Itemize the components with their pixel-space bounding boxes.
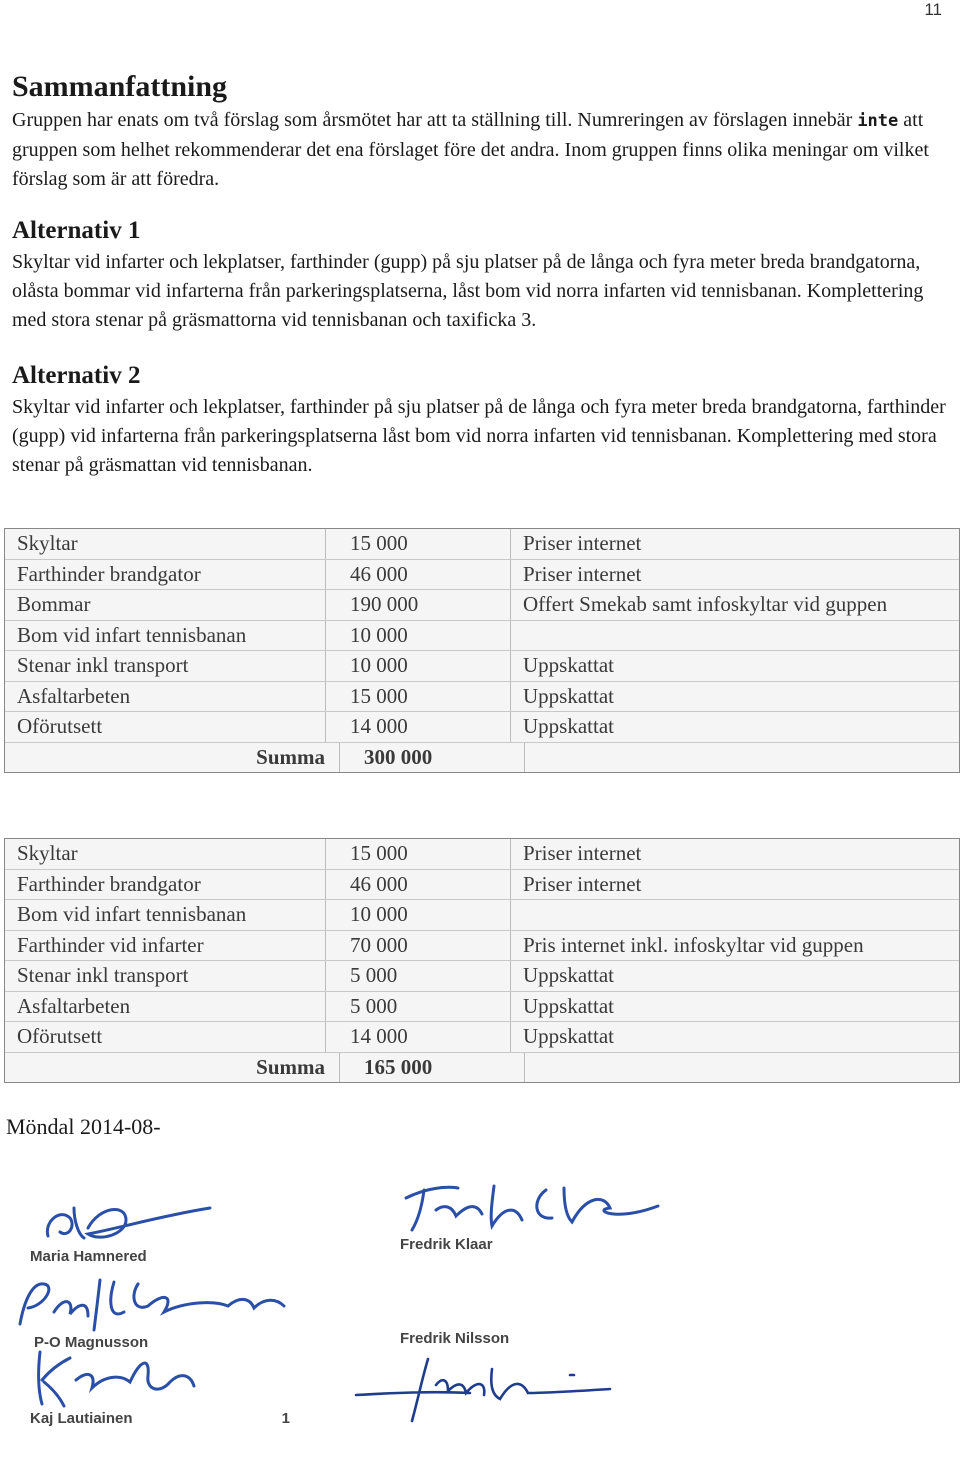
page-number: 11 — [924, 0, 942, 19]
table-row — [5, 559, 959, 590]
note-cell — [525, 743, 959, 773]
amount-cell: 190 000 — [326, 590, 511, 620]
signature-maria-hamnered — [30, 1198, 240, 1265]
alternative-1-title: Alternativ 1 — [12, 217, 141, 244]
handwritten-signature — [396, 1176, 686, 1236]
item-cell: Farthinder brandgator — [5, 870, 326, 900]
alternative-2-text: Skyltar vid infarter och lekplatser, farthinder på sju platser på de långa och fyra meter breda brandgatorna, farthinder (gupp) vid infarterna från parkeringsplatserna låst bom vid norra infarten vid tennisbanan. Komplettering med stora stenar på gräsmattan vid tennisbanan. — [12, 396, 946, 476]
summary-emphasis: inte — [857, 111, 899, 131]
summary-text-2: att gruppen som helhet rekommenderar det ena förslaget före det andra. Inom gruppen finns olika meningar om vilket förslag som är att föredra. — [12, 109, 929, 190]
note-cell: Uppskattat — [523, 993, 614, 1018]
note-cell: Offert Smekab samt infoskyltar vid guppen — [523, 592, 888, 616]
amount-cell: 46 000 — [326, 560, 511, 590]
table-row — [5, 960, 959, 991]
place-date: Möndal 2014-08- — [6, 1114, 161, 1139]
amount-cell: 46 000 — [326, 870, 511, 900]
signature-fredrik-klaar — [396, 1176, 686, 1253]
note-cell: Uppskattat — [523, 714, 614, 738]
signatory-name: Fredrik Klaar — [400, 1236, 493, 1253]
summary-paragraph — [12, 106, 947, 194]
table-row — [5, 899, 959, 930]
item-cell: Oförutsett — [5, 712, 326, 742]
section-title: Sammanfattning — [12, 70, 228, 103]
item-cell: Oförutsett — [5, 1022, 326, 1052]
table-row — [5, 991, 959, 1022]
table-row — [5, 869, 959, 900]
note-cell: Pris internet inkl. infoskyltar vid guppen — [523, 932, 864, 957]
table-row — [5, 681, 959, 712]
table-row — [5, 1021, 959, 1052]
alternative-1-text: Skyltar vid infarter och lekplatser, farthinder (gupp) på sju platser på de långa och fyra meter breda brandgatorna, olåsta bommar vid infarterna från parkeringsplatserna, låst bom vid norra infarten vid tennisbanan. Komplettering med stora stenar på gräsmattorna vid tennisbanan och taxificka 3. — [12, 251, 924, 331]
item-cell: Stenar inkl transport — [5, 651, 326, 681]
sum-label: Summa — [5, 1053, 340, 1083]
document-body — [12, 68, 947, 480]
signatory-name-row — [30, 1410, 290, 1427]
table-row — [5, 529, 959, 559]
item-cell: Bom vid infart tennisbanan — [5, 900, 326, 930]
amount-cell: 15 000 — [326, 529, 511, 559]
amount-cell: 10 000 — [326, 900, 511, 930]
sum-amount: 300 000 — [340, 743, 525, 773]
sum-amount: 165 000 — [340, 1053, 525, 1083]
cost-table-alternative-1 — [4, 528, 960, 773]
sum-label: Summa — [5, 743, 340, 773]
amount-cell: 15 000 — [326, 839, 511, 869]
note-cell: Uppskattat — [523, 1024, 614, 1048]
page-mark: 1 — [281, 1410, 290, 1427]
amount-cell: 10 000 — [326, 651, 511, 681]
amount-cell: 5 000 — [326, 961, 511, 991]
item-cell: Farthinder brandgator — [5, 560, 326, 590]
table-row — [5, 589, 959, 620]
item-cell: Bommar — [5, 590, 326, 620]
table-row — [5, 839, 959, 869]
signatory-name: Fredrik Nilsson — [400, 1330, 510, 1347]
note-cell: Uppskattat — [523, 653, 614, 677]
amount-cell: 10 000 — [326, 621, 511, 651]
item-cell: Stenar inkl transport — [5, 961, 326, 991]
note-cell — [511, 900, 959, 930]
item-cell: Skyltar — [5, 839, 326, 869]
note-cell: Priser internet — [523, 841, 642, 865]
note-cell: Priser internet — [523, 561, 642, 586]
amount-cell: 15 000 — [326, 682, 511, 712]
signatory-name: Maria Hamnered — [30, 1248, 147, 1265]
table-row — [5, 711, 959, 742]
amount-cell: 5 000 — [326, 992, 511, 1022]
item-cell: Skyltar — [5, 529, 326, 559]
signature-kaj-lautiainen — [30, 1346, 290, 1427]
amount-cell: 70 000 — [326, 931, 511, 961]
sum-row — [5, 742, 959, 773]
handwritten-signature — [30, 1346, 230, 1410]
sum-row — [5, 1052, 959, 1083]
note-cell: Uppskattat — [523, 963, 614, 987]
note-cell — [511, 621, 959, 651]
signatory-name: Kaj Lautiainen — [30, 1410, 133, 1427]
handwritten-signature — [30, 1198, 240, 1248]
note-cell: Priser internet — [523, 871, 642, 896]
note-cell: Priser internet — [523, 531, 642, 555]
cost-table-alternative-2 — [4, 838, 960, 1083]
note-cell: Uppskattat — [523, 683, 614, 708]
handwritten-signature — [352, 1349, 632, 1429]
item-cell: Asfaltarbeten — [5, 682, 326, 712]
handwritten-signature — [14, 1272, 304, 1334]
note-cell — [525, 1053, 959, 1083]
table-row — [5, 930, 959, 961]
table-row — [5, 650, 959, 681]
alternative-2-title: Alternativ 2 — [12, 362, 141, 389]
item-cell: Farthinder vid infarter — [5, 931, 326, 961]
signatory-name: P-O Magnusson — [34, 1334, 149, 1351]
amount-cell: 14 000 — [326, 712, 511, 742]
summary-text-1: Gruppen har enats om två förslag som årsmötet har att ta ställning till. Numreringen av förslagen innebär — [12, 109, 858, 131]
table-row — [5, 620, 959, 651]
amount-cell: 14 000 — [326, 1022, 511, 1052]
item-cell: Asfaltarbeten — [5, 992, 326, 1022]
signature-fredrik-nilsson — [352, 1330, 632, 1429]
signature-p-o-magnusson — [14, 1272, 304, 1351]
item-cell: Bom vid infart tennisbanan — [5, 621, 326, 651]
